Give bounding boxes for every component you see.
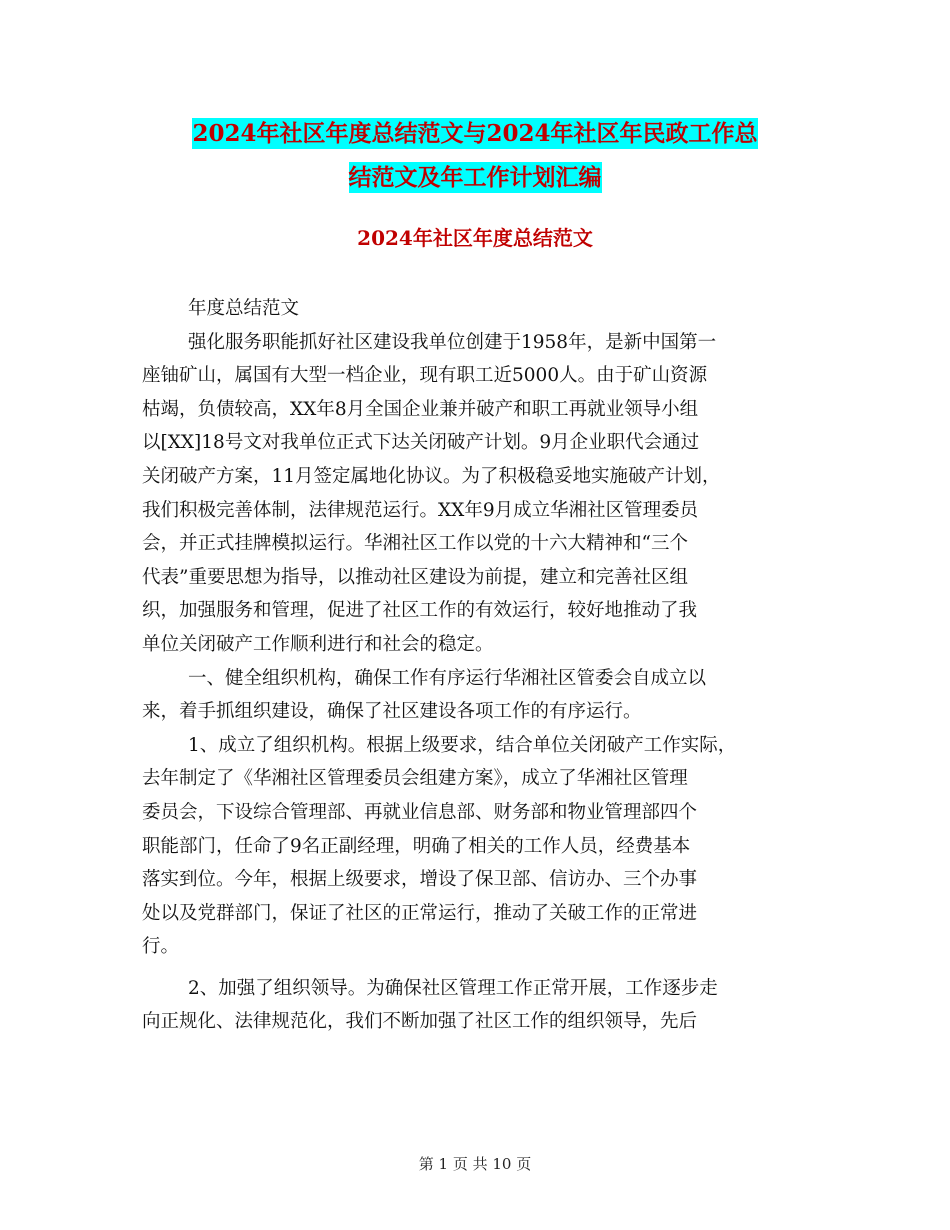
paragraph-line: 职能部门，任命了9名正副经理，明确了相关的工作人员，经费基本 [142, 835, 691, 857]
paragraph-line: 落实到位。今年，根据上级要求，增设了保卫部、信访办、三个办事 [142, 869, 698, 891]
paragraph-line: 座铀矿山，属国有大型一档企业，现有职工近5000人。由于矿山资源 [142, 365, 708, 387]
paragraph-line: 关闭破产方案，11月签定属地化协议。为了积极稳妥地实施破产计划， [142, 465, 721, 487]
paragraph-line: 我们积极完善体制，法律规范运行。XX年9月成立华湘社区管理委员 [142, 499, 699, 521]
paragraph-line: 行。 [142, 936, 180, 958]
paragraph-gap [142, 964, 822, 972]
document-body [142, 292, 822, 1039]
paragraph-line: 强化服务职能抓好社区建设我单位创建于1958年，是新中国第一 [188, 331, 717, 353]
document-title [0, 112, 950, 200]
paragraph-line: 向正规化、法律规范化，我们不断加强了社区工作的组织领导，先后 [142, 1011, 698, 1033]
paragraph-line: 织，加强服务和管理，促进了社区工作的有效运行，较好地推动了我 [142, 600, 698, 622]
page-footer: 第 1 页 共 10 页 [418, 1155, 532, 1173]
paragraph-line: 1、成立了组织机构。根据上级要求，结合单位关闭破产工作实际， [188, 734, 737, 756]
title-highlight-1: 2024年社区年度总结范文与2024年社区年民政工作总 [192, 120, 758, 147]
paragraph-line: 一、健全组织机构，确保工作有序运行华湘社区管委会自成立以 [188, 667, 707, 689]
title-highlight-2: 结范文及年工作计划汇编 [348, 164, 602, 191]
section-title: 2024年社区年度总结范文 [357, 226, 593, 250]
paragraph-line: 枯竭，负债较高，XX年8月全国企业兼并破产和职工再就业领导小组 [142, 398, 699, 420]
paragraph-line: 处以及党群部门，保证了社区的正常运行，推动了关破工作的正常进 [142, 902, 698, 924]
paragraph-line: 会，并正式挂牌模拟运行。华湘社区工作以党的十六大精神和“三个 [142, 533, 688, 555]
paragraph-line: 单位关闭破产工作顺利进行和社会的稳定。 [142, 633, 494, 655]
paragraph-line: 委员会，下设综合管理部、再就业信息部、财务部和物业管理部四个 [142, 801, 698, 823]
paragraph-line: 2、加强了组织领导。为确保社区管理工作正常开展，工作逐步走 [188, 977, 718, 999]
paragraph-line: 来，着手抓组织建设，确保了社区建设各项工作的有序运行。 [142, 701, 642, 723]
document-title-line-2 [0, 156, 950, 200]
paragraph-line: 去年制定了《华湘社区管理委员会组建方案》，成立了华湘社区管理 [142, 768, 688, 790]
paragraph-line: 以[XX]18号文对我单位正式下达关闭破产计划。9月企业职代会通过 [142, 432, 700, 454]
paragraph-line: 年度总结范文 [188, 298, 300, 319]
paragraph-line: 代表”重要思想为指导，以推动社区建设为前提，建立和完善社区组 [142, 566, 688, 588]
document-title-line-1 [0, 112, 950, 156]
